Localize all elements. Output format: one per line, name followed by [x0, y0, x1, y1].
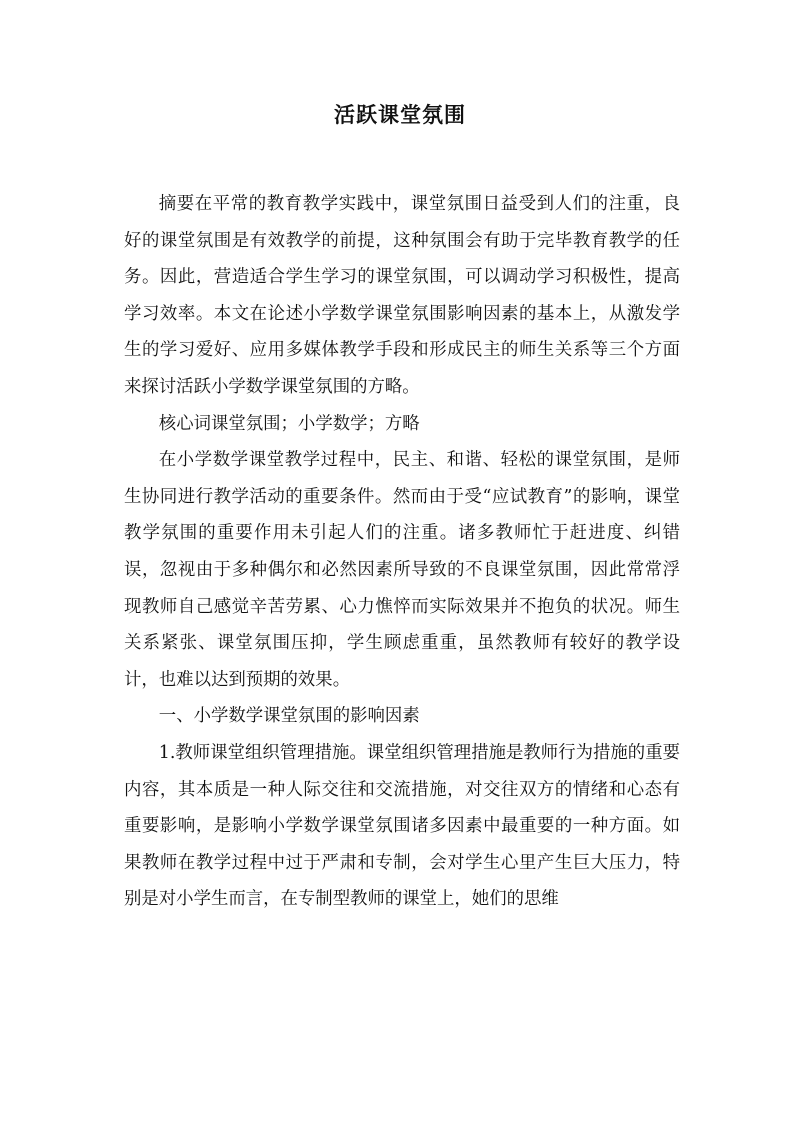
- keywords-paragraph: 核心词课堂氛围；小学数学；方略: [158, 413, 420, 434]
- intro-paragraph: 在小学数学课堂教学过程中，民主、和谐、轻松的课堂氛围，是师生协同进行教学活动的重要条件。然而由于受“应试教育”的影响，课堂教学氛围的重要作用未引起人们的注重。诸多教师忙于赶进度、纠错误，忽视由于多种偶尔和必然因素所导致的不良课堂氛围，因此常常浮现教师自己感觉辛苦劳累、心力憔悴而实际效果并不抱负的状况。师生关系紧张、课堂氛围压抑，学生顾虑重重，虽然教师有较好的教学设计，也难以达到预期的效果。: [124, 450, 680, 690]
- section-heading: 一、小学数学课堂氛围的影响因素: [158, 706, 420, 727]
- abstract-paragraph: 摘要在平常的教育教学实践中，课堂氛围日益受到人们的注重，良好的课堂氛围是有效教学的前提，这种氛围会有助于完毕教育教学的任务。因此，营造适合学生学习的课堂氛围，可以调动学习积极性，提高学习效率。本文在论述小学数学课堂氛围影响因素的基本上，从激发学生的学习爱好、应用多媒体教学手段和形成民主的师生关系等三个方面来探讨活跃小学数学课堂氛围的方略。: [124, 194, 680, 397]
- section-paragraph: 1.教师课堂组织管理措施。课堂组织管理措施是教师行为措施的重要内容，其本质是一种人际交往和交流措施，对交往双方的情绪和心态有重要影响，是影响小学数学课堂氛围诸多因素中最重要的一种方面。如果教师在教学过程中过于严肃和专制，会对学生心里产生巨大压力，特别是对小学生而言，在专制型教师的课堂上，她们的思维: [124, 742, 680, 910]
- document-body: [124, 186, 680, 918]
- document-title: 活跃课堂氛围: [334, 102, 466, 127]
